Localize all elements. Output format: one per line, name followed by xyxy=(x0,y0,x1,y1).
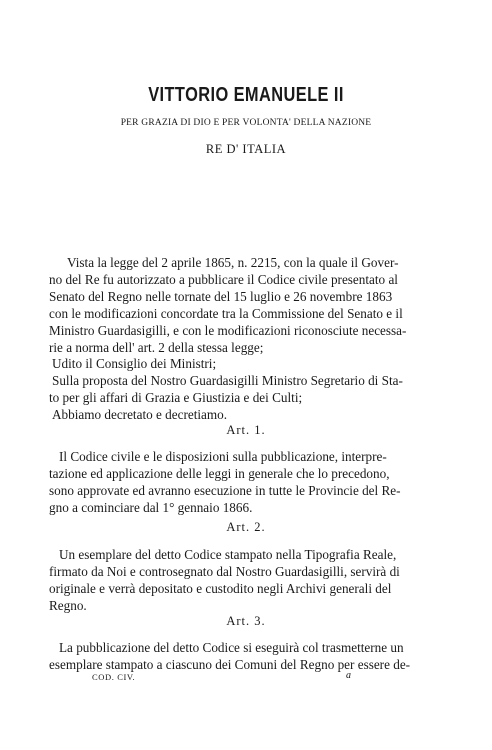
article-line: La pubblicazione del detto Codice si eseguirà col trasmetterne un xyxy=(59,640,404,655)
article-2-body xyxy=(49,547,427,615)
article-3-body xyxy=(49,640,427,674)
preamble xyxy=(49,255,425,424)
preamble-line: Ministro Guardasigilli, e con le modificazioni riconosciute necessa- xyxy=(49,322,407,338)
article-line: gno a cominciare dal 1° gennaio 1866. xyxy=(49,499,253,515)
preamble-line: Udito il Consiglio dei Ministri; xyxy=(52,356,217,372)
article-1-body xyxy=(49,449,427,517)
footer-sheet-letter: a xyxy=(346,670,352,681)
article-line: Un esemplare del detto Codice stampato nella Tipografia Reale, xyxy=(59,547,397,562)
article-line: firmato da Noi e controsegnato dal Nostro Guardasigilli, servirà di xyxy=(49,563,400,579)
preamble-line: rie a norma dell' art. 2 della stessa legge; xyxy=(49,339,264,355)
preamble-line: Vista la legge del 2 aprile 1865, n. 2215, con la quale il Gover- xyxy=(67,255,399,270)
preamble-line: con le modificazioni concordate tra la Commissione del Senato e il xyxy=(49,305,403,321)
preamble-line: Abbiamo decretato e decretiamo. xyxy=(52,407,228,423)
article-line: esemplare stampato a ciascuno dei Comuni del Regno per essere de- xyxy=(49,656,411,672)
page-title: VITTORIO EMANUELE II xyxy=(148,84,344,106)
preamble-line: no del Re fu autorizzato a pubblicare il Codice civile presentato al xyxy=(49,271,398,287)
preamble-line: Senato del Regno nelle tornate del 15 luglio e 26 novembre 1863 xyxy=(49,288,393,304)
article-line: originale e verrà depositato e custodito negli Archivi generali del xyxy=(49,580,392,596)
page-subtitle-secondary: RE D' ITALIA xyxy=(205,142,287,156)
page-subtitle: PER GRAZIA DI DIO E PER VOLONTA' DELLA NAZIONE xyxy=(120,118,372,128)
article-line: Il Codice civile e le disposizioni sulla pubblicazione, interpre- xyxy=(59,449,387,464)
footer-signature-mark: COD. CIV. xyxy=(92,672,136,682)
article-line: Regno. xyxy=(49,597,87,613)
article-line: tazione ed applicazione delle leggi in generale che lo precedono, xyxy=(49,465,390,481)
preamble-line: Sulla proposta del Nostro Guardasigilli Ministro Segretario di Sta- xyxy=(52,373,403,389)
article-1-heading: Art. 1. xyxy=(226,423,266,437)
article-3-heading: Art. 3. xyxy=(226,614,266,628)
article-2-heading: Art. 2. xyxy=(226,520,266,534)
preamble-line: to per gli affari di Grazia e Giustizia e dei Culti; xyxy=(49,390,303,406)
article-line: sono approvate ed avranno esecuzione in tutte le Provincie del Re- xyxy=(49,482,401,498)
